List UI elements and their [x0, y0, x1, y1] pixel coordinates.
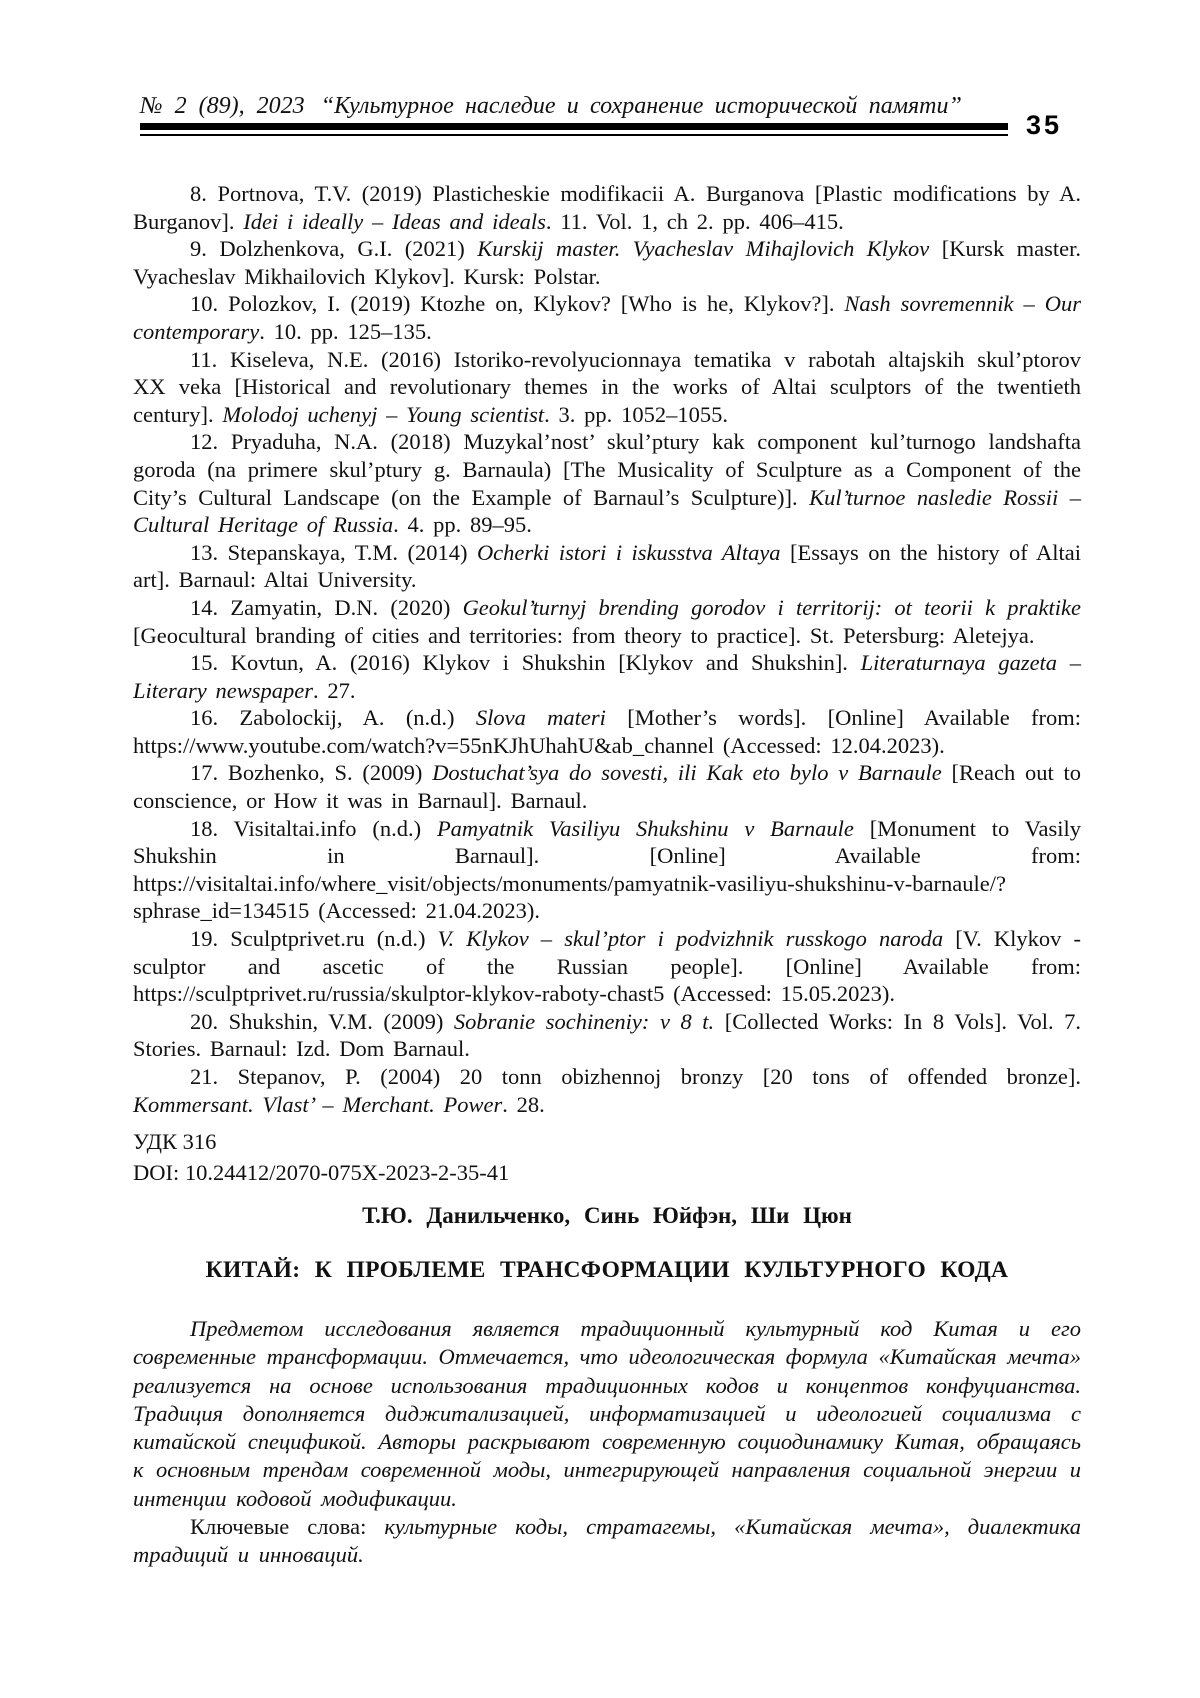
reference-title-italic: Dostuchat’sya do sovesti, ili Kak eto bylo v Barnaule — [432, 760, 942, 786]
reference-item — [133, 290, 1081, 345]
reference-list — [133, 180, 1081, 1118]
reference-text: 14. Zamyatin, D.N. (2020) — [190, 594, 463, 620]
issue-info: № 2 (89), 2023 — [140, 93, 305, 119]
reference-text: 17. Bozhenko, S. (2009) — [190, 760, 433, 786]
reference-item — [133, 180, 1081, 235]
reference-text: 9. Dolzhenkova, G.I. (2021) — [190, 236, 478, 262]
abstract-text: Предметом исследования является традиционный культурный код Китая и его современные трансформации. Отмечается, что идеологическая формула «Китайская мечта» реализуется на основе использования традиционных кодов и концептов конфуцианства. Традиция дополняется диджитализацией, информатизацией и идеологией социализма с китайской спецификой. Авторы раскрывают современную социодинамику Китая, обращаясь к основным трендам современной моды, интегрирующей направления социальной энергии и интенции кодовой модификации. — [133, 1316, 1081, 1511]
reference-text: 11. Kiseleva, N.E. (2016) Istoriko-revolyucionnaya tematika v rabotah altajskih skul’ptorov XX veka [Historical and revolutionary themes in the works of Altai sculptors of the twentieth century]. — [133, 346, 1081, 427]
article-title: КИТАЙ: К ПРОБЛЕМЕ ТРАНСФОРМАЦИИ КУЛЬТУРНОГО КОДА — [205, 1257, 1009, 1283]
reference-item — [133, 925, 1081, 1008]
article-meta — [133, 1126, 509, 1188]
reference-text: 20. Shukshin, V.M. (2009) — [190, 1008, 454, 1034]
reference-item — [133, 704, 1081, 759]
reference-text: . 4. pp. 89–95. — [393, 512, 532, 538]
reference-item — [133, 346, 1081, 429]
reference-title-italic: Slova materi — [475, 705, 606, 731]
reference-item — [133, 815, 1081, 925]
reference-text: . 10. pp. 125–135. — [259, 318, 432, 344]
reference-text: [Reach out to conscience, or How it was in Barnaul]. Barnaul. — [133, 760, 1081, 814]
reference-text: . 27. — [313, 677, 356, 703]
reference-title-italic: Sobranie sochineniy: v 8 t. — [453, 1008, 715, 1034]
reference-item — [133, 428, 1081, 538]
reference-text: 18. Visitaltai.info (n.d.) — [190, 815, 437, 841]
running-head — [140, 92, 1008, 136]
reference-item — [133, 649, 1081, 704]
reference-text: [Monument to Vasily Shukshin in Barnaul]. [Online] Available from: https://visitaltai.info/where_visit/objects/monuments/pamyatnik-vasiliyu-shukshinu-v-barnaule/?sphrase_id=134515 (Accessed: 21.04.2023). — [133, 815, 1081, 924]
reference-title-italic: Idei i ideally – Ideas and ideals — [243, 208, 546, 234]
running-head-line — [140, 92, 1008, 120]
reference-text: [Kursk master. Vyacheslav Mikhailovich Klykov]. Kursk: Polstar. — [133, 236, 1081, 289]
reference-text: 13. Stepanskaya, T.M. (2014) — [190, 539, 477, 565]
udk-line: УДК 316 — [133, 1129, 217, 1154]
reference-text: 12. Pryaduha, N.A. (2018) Muzykal’nost’ skul’ptury kak component kul’turnogo landshafta goroda (na primere skul’ptury g. Barnaula) [The Musicality of Sculpture as a Component of the City’s Cultural Landscape (on the Example of Barnaul’s Sculpture)]. — [133, 429, 1081, 510]
reference-text: 8. Portnova, T.V. (2019) Plasticheskie modifikacii A. Burganova [Plastic modifications by A. Burganov]. — [133, 181, 1081, 234]
keywords-label: Ключевые слова: — [190, 1514, 367, 1540]
authors-line: Т.Ю. Данильченко, Синь Юйфэн, Ши Цюн — [362, 1203, 852, 1228]
reference-title-italic: Kul’turnoe nasledie Rossii – Cultural Heritage of Russia — [133, 484, 1081, 538]
reference-title-italic: Literaturnaya gazeta – Literary newspaper — [133, 650, 1081, 703]
reference-item — [133, 759, 1081, 814]
reference-item — [133, 1008, 1081, 1063]
reference-text: . 28. — [502, 1091, 545, 1117]
reference-title-italic: Molodoj uchenyj – Young scientist — [222, 401, 545, 427]
journal-title-quote: “Культурное наследие и сохранение исторической памяти” — [320, 93, 962, 119]
reference-title-italic: Geokul’turnyj brending gorodov i territorij: ot teorii k praktike — [462, 594, 1081, 620]
reference-text: 16. Zabolockij, A. (n.d.) — [190, 705, 476, 731]
reference-item — [133, 1063, 1081, 1118]
reference-text: [V. Klykov - sculptor and ascetic of the Russian people]. [Online] Available from: https://sculptprivet.ru/russia/skulptor-klykov-raboty-chast5 (Accessed: 15.05.2023). — [133, 926, 1081, 1007]
reference-text: [Mother’s words]. [Online] Available from: https://www.youtube.com/watch?v=55nKJhUhahU&ab_channel (Accessed: 12.04.2023). — [133, 705, 1081, 758]
header-rule-thin — [140, 134, 1008, 136]
keywords-line — [133, 1513, 1081, 1570]
reference-title-italic: Kurskij master. Vyacheslav Mihajlovich Klykov — [477, 236, 930, 262]
reference-text: 10. Polozkov, I. (2019) Ktozhe on, Klykov? [Who is he, Klykov?]. — [190, 291, 845, 317]
reference-item — [133, 235, 1081, 290]
page-number: 35 — [1026, 110, 1063, 140]
reference-item — [133, 594, 1081, 649]
reference-title-italic: Kommersant. Vlast’ – Merchant. Power — [133, 1091, 503, 1117]
reference-title-italic: Nash sovremennik – Our contemporary — [133, 291, 1081, 344]
abstract-block — [133, 1315, 1081, 1570]
reference-text: . 3. pp. 1052–1055. — [544, 401, 728, 427]
reference-text: 21. Stepanov, P. (2004) 20 tonn obizhennoj bronzy [20 tons of offended bronze]. — [190, 1064, 1081, 1089]
reference-text: 15. Kovtun, A. (2016) Klykov i Shukshin [Klykov and Shukshin]. — [190, 650, 861, 676]
reference-title-italic: Ocherki istori i iskusstva Altaya — [476, 539, 781, 565]
keywords-text: культурные коды, стратагемы, «Китайская мечта», диалектика традиций и инноваций. — [133, 1514, 1081, 1568]
reference-title-italic: Pamyatnik Vasiliyu Shukshinu v Barnaule — [436, 815, 854, 841]
reference-text: . 11. Vol. 1, ch 2. pp. 406–415. — [545, 208, 844, 234]
reference-text: 19. Sculptprivet.ru (n.d.) — [190, 926, 438, 952]
reference-item — [133, 539, 1081, 594]
reference-text: [Geocultural branding of cities and territories: from theory to practice]. St. Petersburg: Aletejya. — [133, 622, 1035, 648]
reference-text: [Collected Works: In 8 Vols]. Vol. 7. Stories. Barnaul: Izd. Dom Barnaul. — [133, 1008, 1082, 1062]
doi-line: DOI: 10.24412/2070-075X-2023-2-35-41 — [133, 1160, 510, 1185]
reference-title-italic: V. Klykov – skul’ptor i podvizhnik russkogo naroda — [437, 926, 944, 952]
header-rule-thick — [140, 123, 1008, 130]
reference-text: [Essays on the history of Altai art]. Barnaul: Altai University. — [133, 539, 1081, 593]
